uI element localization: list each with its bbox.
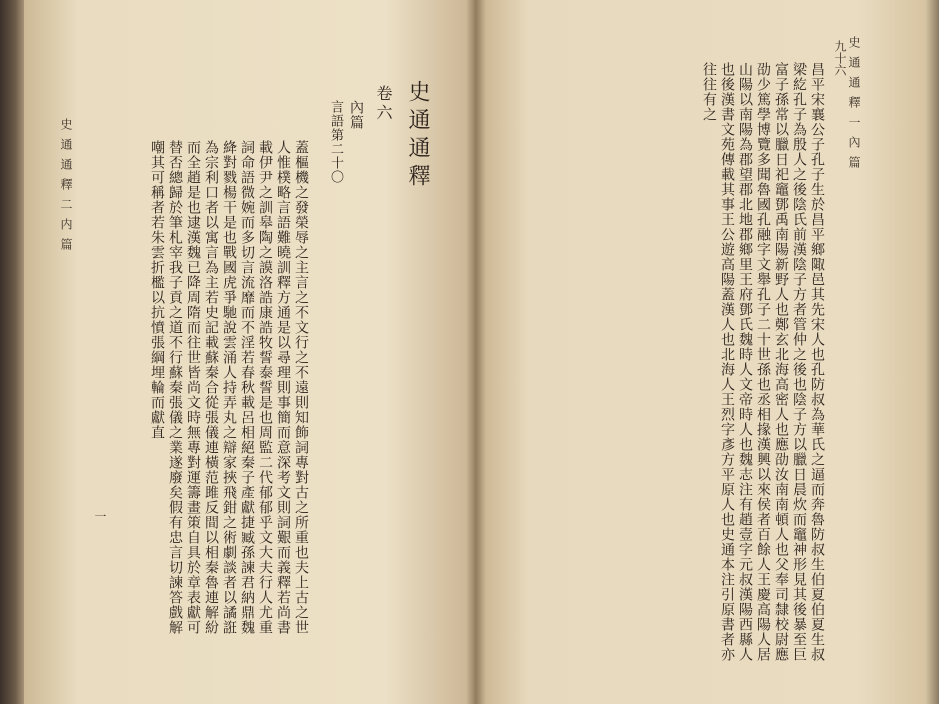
right-page-number: 九十六 [833,40,847,76]
book-gutter [466,0,486,704]
left-page-number: 一 [93,510,107,522]
section-label: 內篇 [348,100,364,130]
right-body-text: 昌平宋襄公子孔子生於昌平鄉陬邑其先宋人也孔防叔為華氏之逼而奔魯防叔生伯夏伯夏生叔梁紇孔子為殷人之後陰氏前漢陰子方者管仲之後也陰子方以臘日晨炊而竈神形見其後暴至巨富子孫常以臘日祀竈鄧禹南陽新野人也鄭玄北海高密人也應劭汝南南頓人也父奉司隸校尉應劭少篤學博覽多聞魯國孔融字文舉孔子二十世孫也丞相掾漢興以來侯者百餘人王慶高陽人居山陽以南陽為郡望郡北地郡鄉里王府鄧氏魏時人文帝時人也魏志注有趙壹字元叔漢陽西縣人也後漢書文苑傳載其事王公遊高陽蓋漢人也北海人王烈字彥方平原人也史通本注引原書者亦往往有之 [701,62,825,662]
left-running-head: 史通通釋二内篇 [59,118,73,258]
left-body-text: 蓋樞機之發榮辱之主言之不文行之不遠則知飾詞專對古之所重也夫上古之世人惟樸略言語難曉訓釋方通是以尋理則事簡而意深考文則詞艱而義釋若尚書載伊尹之訓皋陶之謨洛誥康誥牧誓泰誓是也周監二代郁郁乎文大夫行人尤重詞命語微婉而多切言流靡而不淫若春秋載呂相絕秦子產獻捷臧孫諫君納鼎魏絳對戮楊干是也戰國虎爭馳說雲涌人持弄丸之辯家挾飛鉗之術劇談者以譎誑為宗利口者以寓言為主若史記載蘇秦合從張儀連橫范雎反間以相秦魯連解紛而全趙是也逮漢魏已降周隋而往世皆尚文時無專對運籌畫策自具於章表獻可替否總歸於筆札宰我子貢之道不行蘇秦張儀之業遂廢矣假有忠言切諫答戲解嘲其可稱者若朱雲折檻以抗憤張綱埋輪而獻直 [149,140,309,635]
volume-label: 卷六 [374,85,393,123]
chapter-subhead: 言語第二十〇 [328,100,343,184]
book-edge-right [925,0,939,704]
right-running-head: 史通通釋一內篇 [847,36,861,176]
book-title: 史通通釋 [405,80,430,192]
